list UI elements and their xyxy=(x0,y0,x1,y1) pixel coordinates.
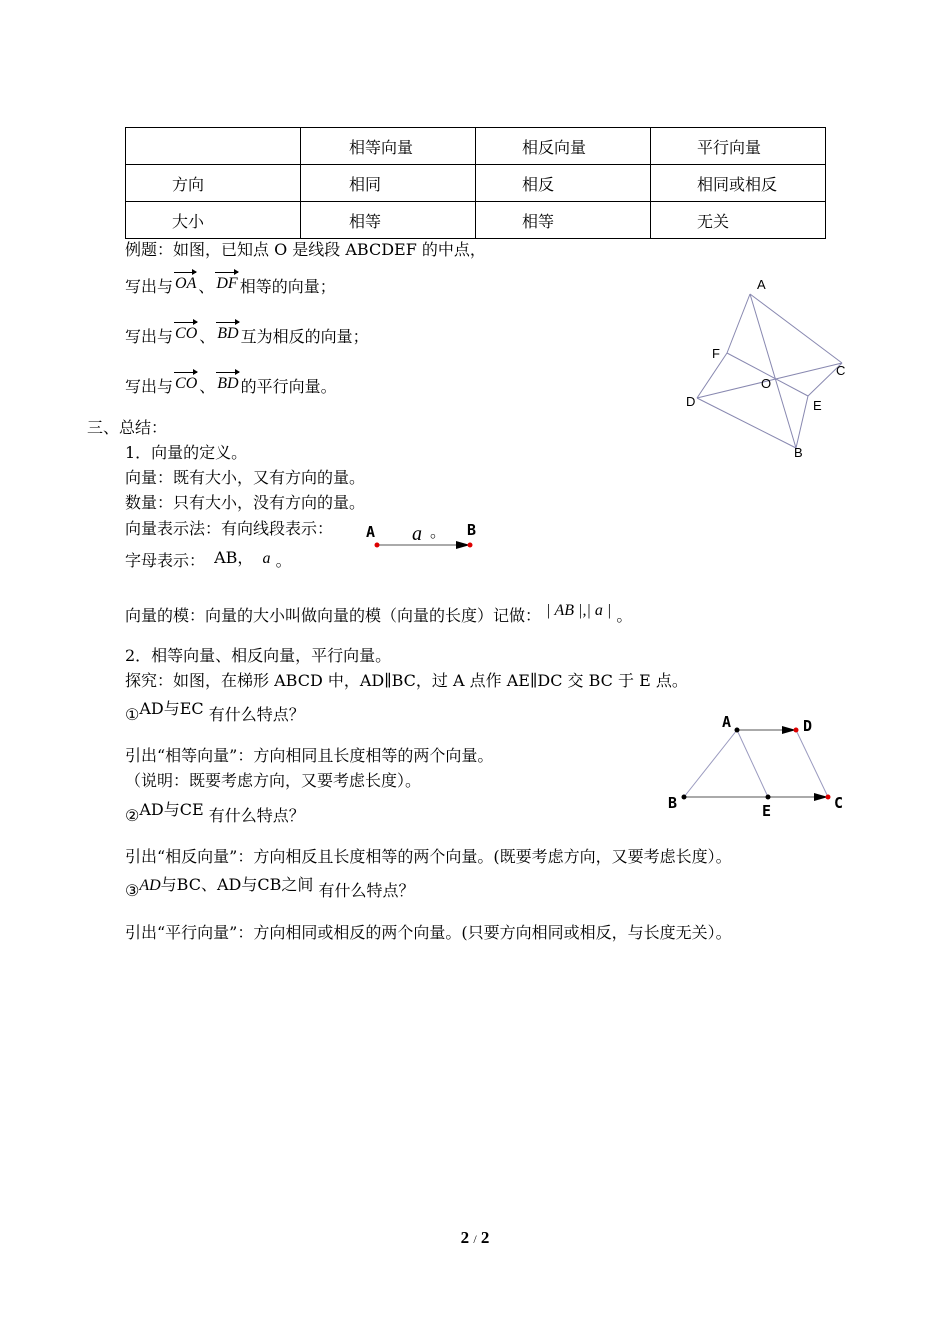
explore-text: 探究：如图，在梯形 ABCD 中，AD∥BC，过 A 点作 AE∥DC 交 BC 于 E 点。 xyxy=(125,671,688,690)
q-number: ③ xyxy=(125,881,140,900)
example-intro: 例题：如图，已知点 O 是线段 ABCDEF 的中点， xyxy=(125,240,486,259)
point-dot xyxy=(682,795,687,800)
point-label-b: B xyxy=(794,445,803,460)
vector-bd: BD xyxy=(217,325,239,342)
point-dot xyxy=(794,728,799,733)
q-prefix: 写出与 xyxy=(125,277,174,296)
point-dot xyxy=(826,795,831,800)
point-label-c: C xyxy=(834,794,844,812)
table-cell: 相等 xyxy=(476,202,651,239)
page-number xyxy=(0,1228,950,1248)
q-text: 有什么特点？ xyxy=(318,881,415,900)
lead-opposite-vectors: 引出“相反向量”：方向相反且长度相等的两个向量。(既要考虑方向，又要考虑长度）。 xyxy=(125,847,732,866)
q-suffix: 的平行向量。 xyxy=(240,377,337,396)
table-cell: 相反 xyxy=(476,165,651,202)
modulus-text: 向量的模：向量的大小叫做向量的模（向量的长度）记做： xyxy=(125,606,542,625)
summary-heading: 三、总结： xyxy=(87,418,168,437)
table-cell: 相反向量 xyxy=(476,128,651,165)
lead-equal-vectors: 引出“相等向量”：方向相同且长度相等的两个向量。 xyxy=(125,746,494,765)
modulus-formula: | AB |,| a | xyxy=(546,602,612,619)
vector-oa: OA xyxy=(175,275,197,292)
scalar-definition: 数量：只有大小，没有方向的量。 xyxy=(125,493,366,512)
summary-item-1: 1．向量的定义。 xyxy=(125,443,248,462)
modulus-end: 。 xyxy=(616,606,633,625)
letter-end: 。 xyxy=(275,551,292,570)
vector-co: CO xyxy=(175,325,198,342)
q-math: AD与EC xyxy=(139,699,204,718)
page-total: 2 xyxy=(480,1228,490,1247)
q-sep: 、 xyxy=(198,277,215,296)
page-current: 2 xyxy=(460,1228,470,1247)
point-label-b: B xyxy=(668,794,678,812)
summary-item-2: 2．相等向量、相反向量，平行向量。 xyxy=(125,646,392,665)
q-sep: 、 xyxy=(199,327,216,346)
edge-a-b xyxy=(684,730,737,797)
table-cell: 平行向量 xyxy=(651,128,826,165)
letter-label: 字母表示： xyxy=(125,551,206,570)
segment-vector-a: a xyxy=(412,523,422,545)
q-number: ② xyxy=(125,806,140,825)
table-cell: 相等向量 xyxy=(301,128,476,165)
table-cell: 相同 xyxy=(301,165,476,202)
lead-parallel-vectors: 引出“平行向量”：方向相同或相反的两个向量。(只要方向相同或相反，与长度无关）。 xyxy=(125,923,732,942)
point-label-o: O xyxy=(761,376,772,391)
q-math: AD xyxy=(139,877,161,894)
segment-label-a: A xyxy=(366,523,376,541)
point-label-c: C xyxy=(836,363,846,378)
vector-bd: BD xyxy=(217,375,239,392)
point-dot xyxy=(766,795,771,800)
q-suffix: 互为相反的向量； xyxy=(240,327,369,346)
point-label-e: E xyxy=(762,802,772,820)
vector-co: CO xyxy=(175,375,198,392)
edge-a-e xyxy=(737,730,768,797)
q-number: ① xyxy=(125,705,140,724)
point-label-a: A xyxy=(722,713,732,731)
q-math: 与BC、AD与CB之间 xyxy=(160,875,314,894)
q-prefix: 写出与 xyxy=(125,327,174,346)
table-cell: 方向 xyxy=(126,165,301,202)
point-label-d: D xyxy=(803,717,813,735)
letter-ab: AB， xyxy=(214,548,254,567)
segment-period: 。 xyxy=(430,522,447,541)
point-label-f: F xyxy=(712,346,720,361)
letter-a: a xyxy=(262,550,271,567)
edge-d-c xyxy=(796,730,828,797)
table-cell: 大小 xyxy=(126,202,301,239)
table-cell: 无关 xyxy=(651,202,826,239)
point-label-a: A xyxy=(757,277,766,292)
page-separator: / xyxy=(473,1232,477,1246)
point-dot xyxy=(735,728,740,733)
representation-label: 向量表示法：有向线段表示： xyxy=(125,519,334,538)
vector-df: DF xyxy=(216,275,238,292)
point-label-d: D xyxy=(686,394,696,409)
q-sep: 、 xyxy=(199,377,216,396)
vector-definition: 向量：既有大小，又有方向的量。 xyxy=(125,468,366,487)
q-suffix: 相等的向量； xyxy=(239,277,336,296)
q-math: AD与CE xyxy=(139,800,204,819)
q-text: 有什么特点？ xyxy=(208,806,305,825)
q-text: 有什么特点？ xyxy=(208,705,305,724)
point-label-e: E xyxy=(813,398,822,413)
table-cell: 相等 xyxy=(301,202,476,239)
q-prefix: 写出与 xyxy=(125,377,174,396)
note-equal-vectors: （说明：既要考虑方向，又要考虑长度）。 xyxy=(125,771,422,790)
table-cell: 相同或相反 xyxy=(651,165,826,202)
segment-label-b: B xyxy=(467,521,477,539)
